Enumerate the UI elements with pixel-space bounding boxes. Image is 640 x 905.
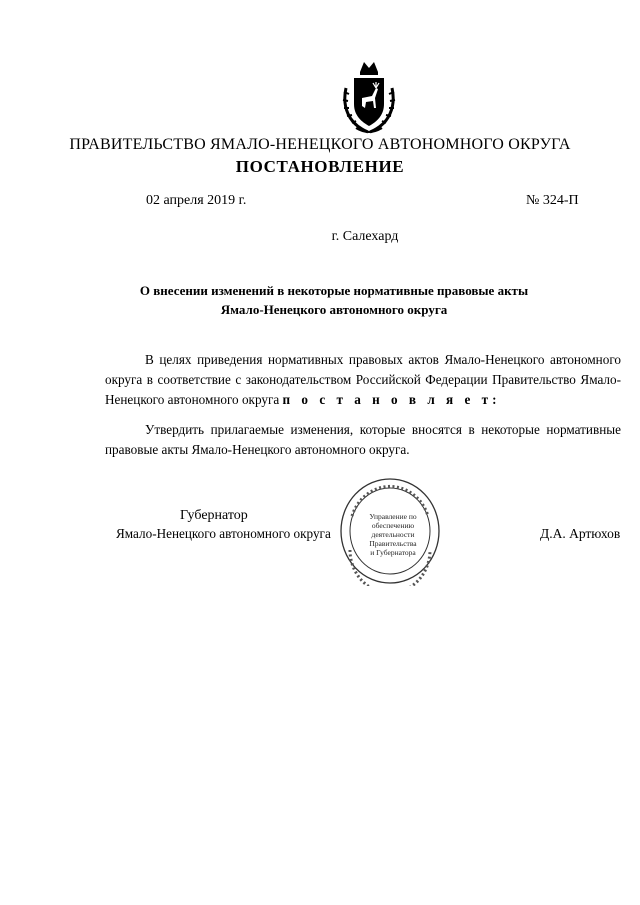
body-paragraph-2: Утвердить прилагаемые изменения, которые вносятся в некоторые нормативные правовые акты Ямало-Ненецкого автономного округа. xyxy=(105,422,621,457)
coat-of-arms-icon xyxy=(338,58,400,138)
stamp-line-5: и Губернатора xyxy=(370,548,416,557)
document-date: 02 апреля 2019 г. xyxy=(146,193,247,208)
document-type-title: ПОСТАНОВЛЕНИЕ xyxy=(235,157,405,176)
signatory-region: Ямало-Ненецкого автономного округа xyxy=(116,526,331,541)
decree-word: п о с т а н о в л я е т: xyxy=(282,392,501,407)
stamp-text xyxy=(358,512,428,557)
subject-line-2: Ямало-Ненецкого автономного округа xyxy=(220,302,448,317)
stamp-line-1: Управление по xyxy=(369,512,417,521)
stamp-line-3: деятельности xyxy=(371,530,415,539)
paragraph-1-text: В целях приведения нормативных правовых актов Ямало-Ненецкого автономного округа в соответствие с законодательством Российской Федерации Правительство Ямало-Ненецкого автономного округа xyxy=(105,352,621,407)
signatory-title: Губернатор xyxy=(180,508,248,523)
body-paragraph-1 xyxy=(105,350,621,410)
signatory-name: Д.А. Артюхов xyxy=(540,526,621,541)
stamp-line-4: Правительства xyxy=(369,539,417,548)
document-number: № 324-П xyxy=(526,193,579,208)
stamp-line-2: обеспечению xyxy=(371,521,415,530)
document-city: г. Салехард xyxy=(331,229,399,244)
organization-title: ПРАВИТЕЛЬСТВО ЯМАЛО-НЕНЕЦКОГО АВТОНОМНОГО ОКРУГА xyxy=(69,136,571,153)
subject-line-1: О внесении изменений в некоторые нормативные правовые акты xyxy=(139,283,529,298)
document-subject xyxy=(60,281,608,319)
